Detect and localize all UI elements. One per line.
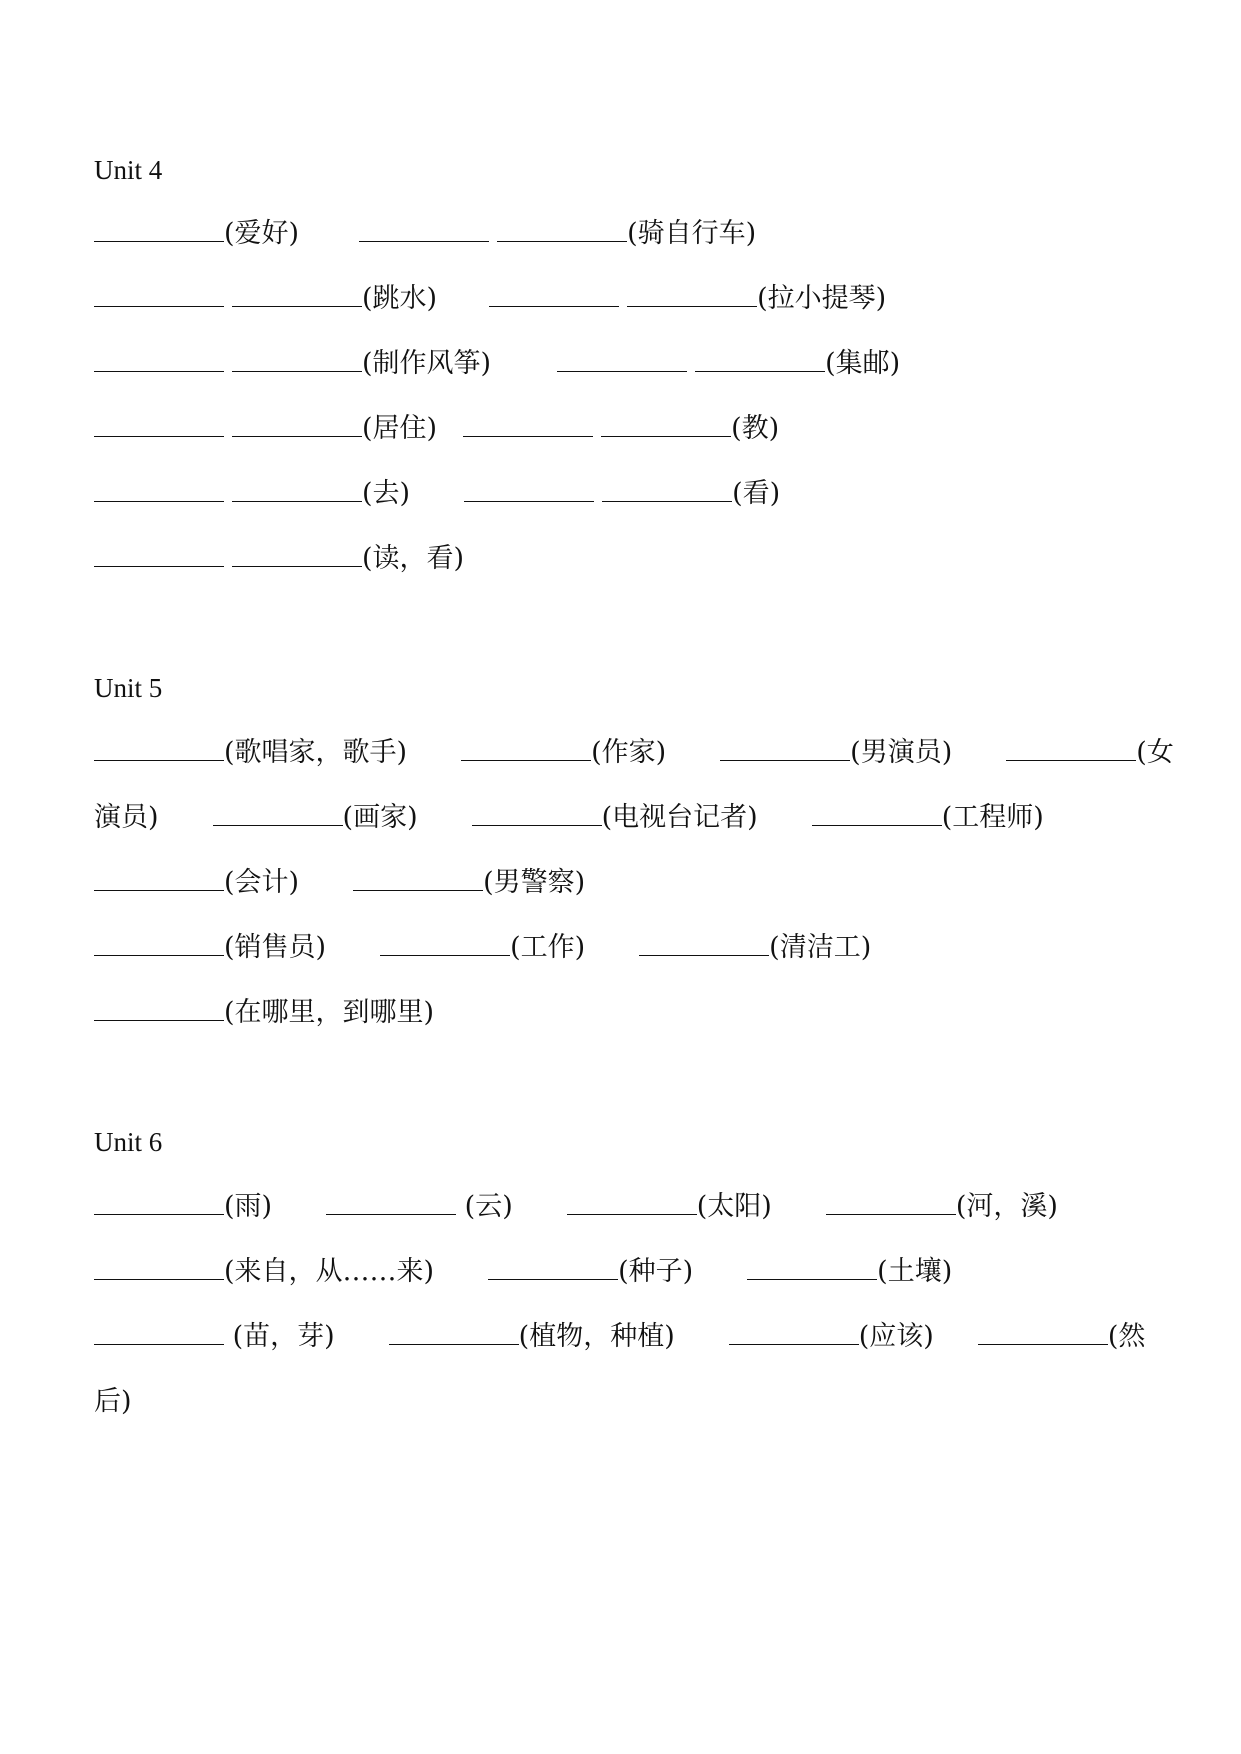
chinese-hint: (集邮)	[825, 348, 901, 379]
answer-blank[interactable]	[94, 929, 224, 956]
exercise-item	[747, 1252, 952, 1292]
exercise-row	[94, 1252, 952, 1292]
answer-blank[interactable]	[567, 1188, 697, 1215]
exercise-item	[472, 798, 758, 838]
exercise-item	[94, 928, 326, 968]
exercise-row	[94, 474, 780, 514]
exercise-item	[978, 1317, 1146, 1357]
exercise-item	[94, 214, 299, 254]
answer-blank[interactable]	[812, 799, 942, 826]
exercise-item	[359, 214, 756, 254]
answer-blank[interactable]	[627, 280, 757, 307]
exercise-item	[94, 409, 437, 449]
exercise-row	[94, 409, 779, 449]
chinese-hint: (来自，从……来)	[224, 1256, 435, 1287]
exercise-row	[94, 928, 871, 968]
answer-blank[interactable]	[747, 1253, 877, 1280]
chinese-hint: 演员)	[94, 802, 159, 833]
chinese-hint: (雨)	[224, 1191, 273, 1222]
answer-blank[interactable]	[978, 1318, 1108, 1345]
answer-blank[interactable]	[380, 929, 510, 956]
exercise-item	[94, 474, 410, 514]
exercise-row	[94, 1317, 1145, 1357]
exercise-row	[94, 733, 1174, 773]
answer-blank[interactable]	[826, 1188, 956, 1215]
exercise-item	[389, 1317, 675, 1357]
chinese-hint: (电视台记者)	[601, 802, 758, 833]
answer-blank[interactable]	[695, 345, 825, 372]
answer-blank[interactable]	[94, 540, 224, 567]
exercise-item	[353, 863, 585, 903]
chinese-hint: (骑自行车)	[627, 218, 757, 249]
exercise-item	[213, 798, 418, 838]
answer-blank[interactable]	[94, 345, 224, 372]
exercise-item	[812, 798, 1044, 838]
chinese-hint: (跳水)	[362, 283, 438, 314]
exercise-item	[826, 1187, 1058, 1227]
chinese-hint: (拉小提琴)	[757, 283, 887, 314]
exercise-item	[94, 993, 434, 1033]
answer-blank[interactable]	[461, 734, 591, 761]
exercise-item	[489, 279, 886, 319]
exercise-item	[94, 863, 299, 903]
exercise-item	[94, 1382, 132, 1422]
chinese-hint: (应该)	[858, 1321, 934, 1352]
exercise-row	[94, 993, 434, 1033]
chinese-hint: (在哪里，到哪里)	[224, 997, 435, 1028]
exercise-row	[94, 798, 1044, 838]
exercise-row	[94, 539, 464, 579]
answer-blank[interactable]	[497, 215, 627, 242]
chinese-hint: (然	[1107, 1321, 1146, 1352]
exercise-item	[720, 733, 952, 773]
exercise-item	[639, 928, 871, 968]
exercise-item	[94, 344, 491, 384]
exercise-row	[94, 344, 900, 384]
answer-blank[interactable]	[94, 994, 224, 1021]
chinese-hint: (作家)	[591, 737, 667, 768]
chinese-hint: (男警察)	[483, 867, 586, 898]
unit-title: Unit 5	[94, 673, 163, 703]
exercise-row	[94, 214, 756, 254]
answer-blank[interactable]	[464, 475, 594, 502]
answer-blank[interactable]	[472, 799, 602, 826]
chinese-hint: (制作风筝)	[362, 348, 492, 379]
answer-blank[interactable]	[94, 864, 224, 891]
answer-blank[interactable]	[489, 280, 619, 307]
exercise-item	[94, 798, 159, 838]
exercise-row	[94, 1187, 1058, 1227]
answer-blank[interactable]	[232, 280, 362, 307]
answer-blank[interactable]	[94, 734, 224, 761]
exercise-item	[557, 344, 900, 384]
chinese-hint: (画家)	[342, 802, 418, 833]
chinese-hint: (爱好)	[224, 218, 300, 249]
answer-blank[interactable]	[601, 410, 731, 437]
answer-blank[interactable]	[94, 280, 224, 307]
answer-blank[interactable]	[94, 1253, 224, 1280]
chinese-hint: (太阳)	[696, 1191, 772, 1222]
exercise-item	[567, 1187, 772, 1227]
exercise-item	[94, 279, 437, 319]
unit-title: Unit 4	[94, 155, 163, 185]
answer-blank[interactable]	[1006, 734, 1136, 761]
chinese-hint: (读，看)	[362, 543, 465, 574]
answer-blank[interactable]	[720, 734, 850, 761]
answer-blank[interactable]	[359, 215, 489, 242]
chinese-hint: (销售员)	[224, 932, 327, 963]
unit-title: Unit 6	[94, 1127, 163, 1157]
chinese-hint: (教)	[731, 413, 780, 444]
chinese-hint: (工作)	[510, 932, 586, 963]
chinese-hint: (去)	[362, 478, 411, 509]
answer-blank[interactable]	[232, 345, 362, 372]
answer-blank[interactable]	[353, 864, 483, 891]
answer-blank[interactable]	[729, 1318, 859, 1345]
exercise-item	[729, 1317, 934, 1357]
exercise-item	[488, 1252, 693, 1292]
chinese-hint: (种子)	[618, 1256, 694, 1287]
exercise-item	[94, 733, 407, 773]
answer-blank[interactable]	[326, 1188, 456, 1215]
answer-blank[interactable]	[488, 1253, 618, 1280]
exercise-item	[94, 539, 464, 579]
exercise-item	[463, 409, 779, 449]
answer-blank[interactable]	[94, 1188, 224, 1215]
exercise-item	[464, 474, 780, 514]
answer-blank[interactable]	[232, 475, 362, 502]
chinese-hint: (苗，芽)	[224, 1321, 335, 1352]
answer-blank[interactable]	[232, 540, 362, 567]
answer-blank[interactable]	[639, 929, 769, 956]
chinese-hint: (女	[1136, 737, 1174, 768]
chinese-hint: (居住)	[362, 413, 438, 444]
exercise-row	[94, 1382, 132, 1422]
chinese-hint: (歌唱家，歌手)	[224, 737, 408, 768]
answer-blank[interactable]	[389, 1318, 519, 1345]
chinese-hint: (会计)	[224, 867, 300, 898]
answer-blank[interactable]	[94, 410, 224, 437]
exercise-item	[380, 928, 585, 968]
exercise-item	[1006, 733, 1174, 773]
chinese-hint: (工程师)	[941, 802, 1044, 833]
answer-blank[interactable]	[602, 475, 732, 502]
exercise-item	[326, 1187, 513, 1227]
chinese-hint: (河，溪)	[955, 1191, 1058, 1222]
chinese-hint: (土壤)	[877, 1256, 953, 1287]
exercise-row	[94, 863, 585, 903]
exercise-item	[94, 1317, 335, 1357]
exercise-item	[461, 733, 666, 773]
answer-blank[interactable]	[94, 215, 224, 242]
exercise-item	[94, 1187, 272, 1227]
chinese-hint: (植物，种植)	[518, 1321, 675, 1352]
answer-blank[interactable]	[557, 345, 687, 372]
exercise-item	[94, 1252, 434, 1292]
chinese-hint: (云)	[456, 1191, 513, 1222]
answer-blank[interactable]	[232, 410, 362, 437]
chinese-hint: (看)	[732, 478, 781, 509]
chinese-hint: 后)	[94, 1386, 132, 1417]
answer-blank[interactable]	[94, 475, 224, 502]
answer-blank[interactable]	[213, 799, 343, 826]
chinese-hint: (清洁工)	[769, 932, 872, 963]
exercise-row	[94, 279, 886, 319]
answer-blank[interactable]	[463, 410, 593, 437]
answer-blank[interactable]	[94, 1318, 224, 1345]
chinese-hint: (男演员)	[850, 737, 953, 768]
